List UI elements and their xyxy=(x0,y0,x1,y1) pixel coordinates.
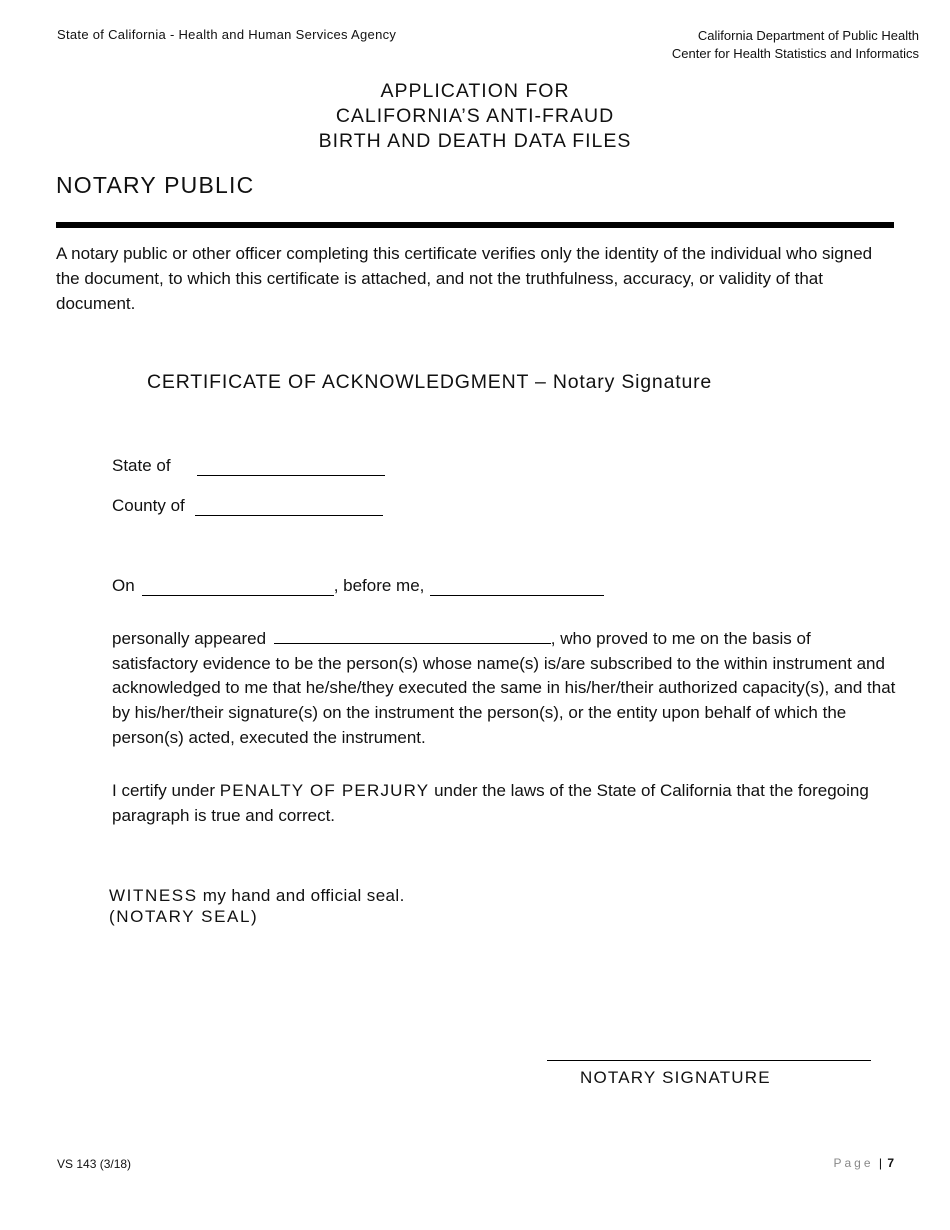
page-number: 7 xyxy=(887,1156,894,1170)
acknowledgment-paragraph xyxy=(112,627,898,751)
state-label: State of xyxy=(112,456,171,475)
witness-text: my hand and official seal. xyxy=(202,886,405,905)
witness-emphasis: WITNESS xyxy=(109,886,198,905)
witness-block xyxy=(109,885,405,927)
notary-seal-label: (NOTARY SEAL) xyxy=(109,907,259,926)
certify-suffix: under the laws of the State of California that the foregoing paragraph is true and correct. xyxy=(112,781,869,825)
county-field-row xyxy=(112,496,383,516)
title-line-2: CALIFORNIA’S ANTI-FRAUD xyxy=(335,105,615,127)
title-line-1: APPLICATION FOR xyxy=(380,80,570,102)
county-input-line[interactable] xyxy=(195,497,383,516)
notary-signature-line[interactable] xyxy=(547,1060,871,1061)
intro-disclaimer: A notary public or other officer completing this certificate verifies only the identity of the individual who signed the document, to which this certificate is attached, and not the truthfulness, accuracy, or validity of that document. xyxy=(56,244,873,313)
department-name: California Department of Public Health xyxy=(697,28,919,43)
personally-appeared-label: personally appeared xyxy=(112,629,267,648)
title-line-3: BIRTH AND DEATH DATA FILES xyxy=(318,130,632,152)
center-name: Center for Health Statistics and Informatics xyxy=(671,46,919,61)
certificate-heading: CERTIFICATE OF ACKNOWLEDGMENT – Notary Signature xyxy=(147,371,713,393)
state-input-line[interactable] xyxy=(197,457,385,476)
certify-prefix: I certify under xyxy=(112,781,215,800)
department-header xyxy=(672,27,919,63)
state-field-row xyxy=(112,456,385,476)
signer-name-input-line[interactable] xyxy=(274,629,551,644)
certify-paragraph xyxy=(112,779,898,828)
application-title xyxy=(0,79,950,154)
proved-text: , who proved to me on the basis of satisfactory evidence to be the person(s) whose name(s) is/are subscribed to the within instrument and acknowledged to me that he/she/they executed the same in his/her/their authorized capacity(s), and that by his/her/their signature(s) on the instrument the person(s), or the entity upon behalf of which the person(s) acted, executed the instrument. xyxy=(112,629,896,747)
county-label: County of xyxy=(112,496,185,515)
page-footer xyxy=(833,1156,894,1170)
notary-signature-label: NOTARY SIGNATURE xyxy=(580,1068,771,1087)
section-divider xyxy=(56,222,894,228)
notary-name-input-line[interactable] xyxy=(430,577,604,596)
agency-name: State of California - Health and Human Services Agency xyxy=(57,27,397,42)
page-separator: | xyxy=(878,1156,882,1170)
witness-line xyxy=(109,885,405,906)
section-title: NOTARY PUBLIC xyxy=(56,172,255,198)
before-me-label: , before me, xyxy=(333,576,425,595)
form-id: VS 143 (3/18) xyxy=(57,1157,132,1171)
date-input-line[interactable] xyxy=(142,577,334,596)
page-word: Page xyxy=(833,1156,874,1170)
date-field-row xyxy=(112,576,604,596)
penalty-of-perjury: PENALTY OF PERJURY xyxy=(219,781,430,800)
on-label: On xyxy=(112,576,135,595)
